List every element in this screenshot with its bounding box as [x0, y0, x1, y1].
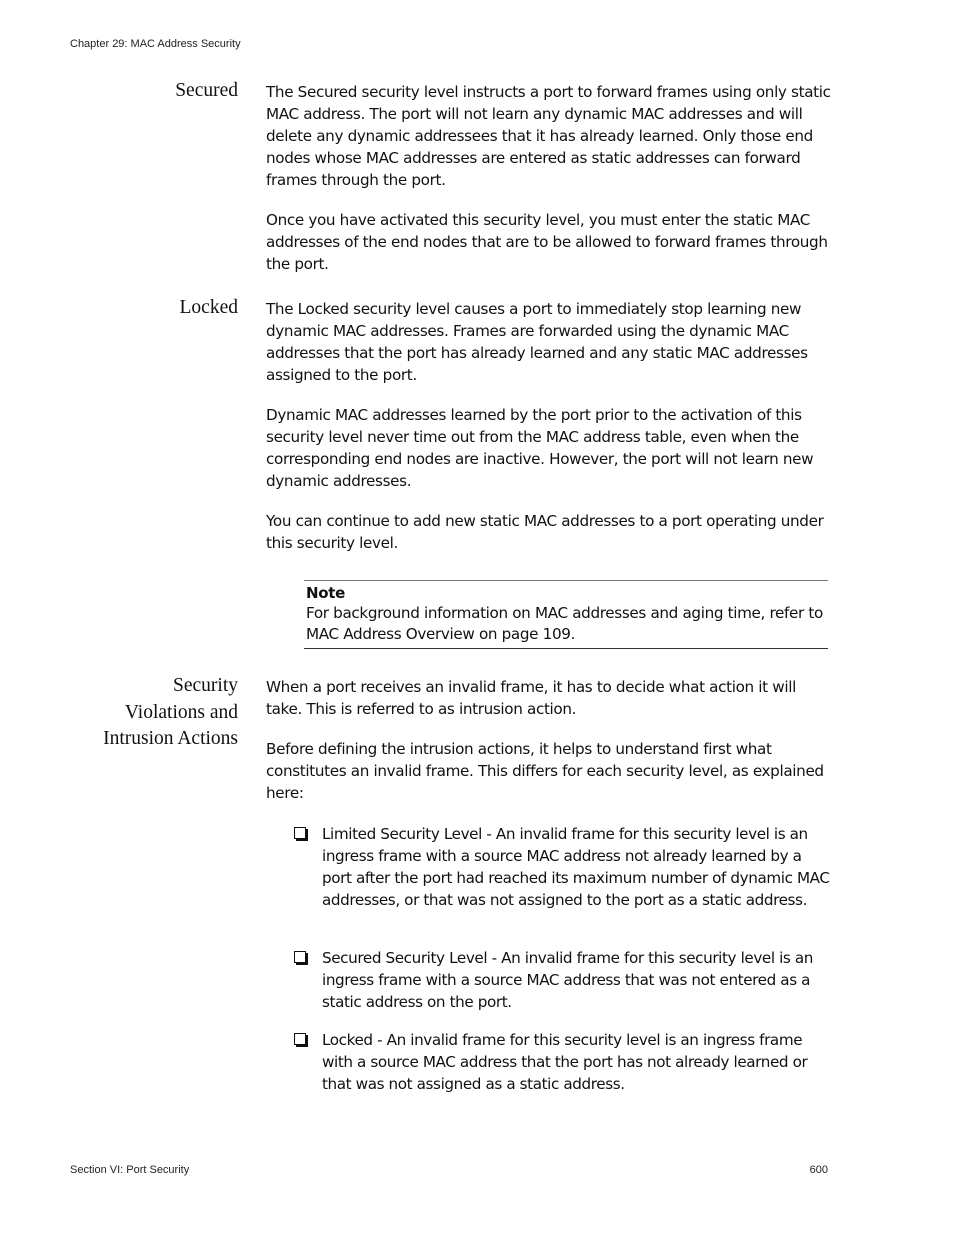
- paragraph: The Locked security level causes a port to immediately stop learning new dynamic MAC addresses. Frames are forwarded using the dynamic MAC addresses that the port has already learned and any static MAC addresses assigned to the port.: [266, 300, 808, 384]
- checkbox-bullet-icon: [294, 1033, 306, 1045]
- list-item-text: Locked - An invalid frame for this security level is an ingress frame with a source MAC address that the port has not already learned or that was not assigned as a static address.: [322, 1031, 808, 1093]
- page-number: 600: [809, 1164, 828, 1176]
- heading-secured: Secured: [175, 80, 238, 101]
- note-text: For background information on MAC addresses and aging time, refer to MAC Address Overview on page 109.: [306, 604, 823, 643]
- note-title: Note: [306, 584, 346, 602]
- heading-security-violations: [48, 673, 238, 753]
- list-item-text: Secured Security Level - An invalid frame for this security level is an ingress frame with a source MAC address that was not entered as a static address on the port.: [322, 949, 814, 1011]
- list-item-text: Limited Security Level - An invalid frame for this security level is an ingress frame with a source MAC address not already learned by a port after the port had reached its maximum number of dynamic MAC addresses, or that was not assigned to the port as a static address.: [322, 825, 830, 909]
- footer-section: Section VI: Port Security: [70, 1164, 190, 1176]
- paragraph: Before defining the intrusion actions, it helps to understand first what constitutes an invalid frame. This differs for each security level, as explained here:: [266, 740, 824, 802]
- heading-line: Security: [173, 675, 238, 696]
- heading-line: Intrusion Actions: [103, 728, 238, 749]
- paragraph: When a port receives an invalid frame, it has to decide what action it will take. This is referred to as intrusion action.: [266, 678, 796, 718]
- paragraph: You can continue to add new static MAC addresses to a port operating under this security level.: [266, 512, 824, 552]
- paragraph: Once you have activated this security level, you must enter the static MAC addresses of the end nodes that are to be allowed to forward frames through the port.: [266, 211, 828, 273]
- checkbox-bullet-icon: [294, 827, 306, 839]
- paragraph: The Secured security level instructs a port to forward frames using only static MAC address. The port will not learn any dynamic MAC addresses and will delete any dynamic addressees that it has already learned. Only those end nodes whose MAC addresses are entered as static addresses can forward frames through the port.: [266, 83, 831, 189]
- heading-locked: Locked: [179, 297, 238, 318]
- paragraph: Dynamic MAC addresses learned by the port prior to the activation of this security level never time out from the MAC address table, even when the corresponding end nodes are inactive. However, the port will not learn new dynamic addresses.: [266, 406, 814, 490]
- running-header: Chapter 29: MAC Address Security: [70, 38, 241, 50]
- heading-line: Violations and: [124, 701, 238, 723]
- checkbox-bullet-icon: [294, 951, 306, 963]
- note-box: [304, 580, 828, 649]
